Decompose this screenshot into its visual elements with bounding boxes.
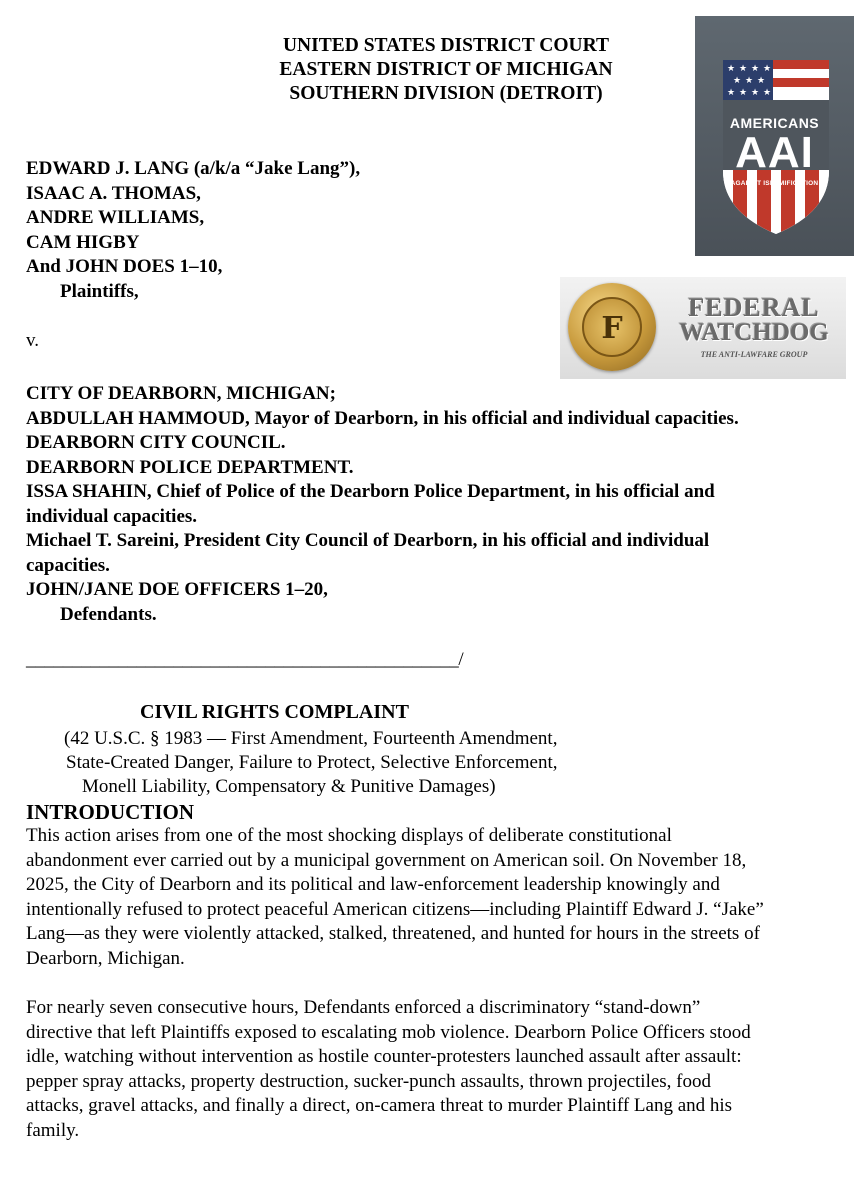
- paragraph-line: For nearly seven consecutive hours, Defendants enforced a discriminatory “stand-down”: [26, 997, 701, 1018]
- paragraph-line: pepper spray attacks, property destruction, sucker-punch assaults, thrown projectiles, food: [26, 1070, 712, 1092]
- defendant-line: DEARBORN POLICE DEPARTMENT.: [26, 456, 354, 478]
- caption-rule: _______________________________________________/: [26, 649, 464, 670]
- federal-watchdog-logo: [560, 277, 846, 379]
- plaintiff-line: And JOHN DOES 1–10,: [26, 256, 223, 277]
- federal-watchdog-line1: FEDERAL: [688, 293, 820, 322]
- defendant-line: CITY OF DEARBORN, MICHIGAN;: [26, 383, 336, 404]
- plaintiff-line: ANDRE WILLIAMS,: [26, 207, 205, 228]
- plaintiff-line: EDWARD J. LANG (a/k/a “Jake Lang”),: [26, 158, 361, 179]
- paragraph-line: family.: [26, 1119, 80, 1141]
- paragraph-line: directive that left Plaintiffs exposed to escalating mob violence. Dearborn Police Officers stood: [26, 1021, 751, 1043]
- federal-watchdog-tagline: THE ANTI-LAWFARE GROUP: [700, 350, 808, 359]
- svg-text:★: ★: [739, 64, 748, 74]
- paragraph-line: Lang—as they were violently attacked, stalked, threatened, and hunted for hours in the streets of: [26, 923, 760, 944]
- defendants-block: [26, 382, 739, 627]
- complaint-title: CIVIL RIGHTS COMPLAINT: [140, 701, 409, 723]
- plaintiffs-block: [26, 157, 360, 304]
- aai-sub-text: AGAINST ISLAMIFICATION: [730, 180, 819, 187]
- defendant-line: ISSA SHAHIN, Chief of Police of the Dearborn Police Department, in his official and: [26, 481, 715, 502]
- defendants-role: Defendants.: [60, 603, 157, 625]
- svg-text:★: ★: [733, 76, 742, 86]
- svg-text:★: ★: [763, 88, 772, 98]
- paragraph-line: intentionally refused to protect peaceful American citizens—including Plaintiff Edward J. “Jake”: [26, 898, 764, 920]
- paragraph-line: Dearborn, Michigan.: [26, 947, 185, 969]
- paragraph-line: attacks, gravel attacks, and finally a direct, on-camera threat to murder Plaintiff Lang and his: [26, 1095, 733, 1116]
- complaint-subtitle: [64, 727, 557, 752]
- defendant-line: DEARBORN CITY COUNCIL.: [26, 432, 286, 453]
- paragraph-line: abandonment ever carried out by a municipal government on American soil. On November 18,: [26, 849, 747, 871]
- svg-text:★: ★: [727, 88, 736, 98]
- introduction-heading: INTRODUCTION: [26, 800, 195, 824]
- complaint-subtitle: [66, 751, 557, 776]
- federal-watchdog-line2: WATCHDOG: [679, 319, 829, 346]
- defendant-line: capacities.: [26, 554, 110, 576]
- complaint-subtitle: [82, 775, 496, 800]
- svg-text:★: ★: [757, 76, 766, 86]
- court-caption: [150, 34, 742, 106]
- plaintiff-line: CAM HIGBY: [26, 231, 140, 253]
- versus: v.: [26, 330, 40, 351]
- svg-text:★: ★: [739, 88, 748, 98]
- subtitle-line: Monell Liability, Compensatory & Punitive Damages): [82, 776, 496, 797]
- paragraph-line: This action arises from one of the most shocking displays of deliberate constitutional: [26, 825, 672, 846]
- aai-top-text: AMERICANS: [729, 115, 820, 131]
- aai-big-text: AAI: [735, 128, 814, 177]
- svg-text:★: ★: [751, 64, 760, 74]
- intro-paragraph-2: [26, 996, 751, 1143]
- svg-text:★: ★: [763, 64, 772, 74]
- defendant-line: ABDULLAH HAMMOUD, Mayor of Dearborn, in his official and individual capacities.: [26, 407, 739, 429]
- defendant-line: JOHN/JANE DOE OFFICERS 1–20,: [26, 579, 328, 600]
- paragraph-line: idle, watching without intervention as hostile counter-protesters launched assault after assault:: [26, 1046, 742, 1067]
- seal-icon: F: [568, 283, 656, 371]
- svg-text:★: ★: [751, 88, 760, 98]
- court-name: UNITED STATES DISTRICT COURT: [282, 35, 610, 56]
- court-division: SOUTHERN DIVISION (DETROIT): [289, 83, 603, 104]
- plaintiffs-role: Plaintiffs,: [60, 280, 139, 302]
- aai-logo: [695, 16, 854, 256]
- paragraph-line: 2025, the City of Dearborn and its political and law-enforcement leadership knowingly and: [26, 874, 720, 895]
- defendant-line: individual capacities.: [26, 505, 198, 527]
- plaintiff-line: ISAAC A. THOMAS,: [26, 182, 201, 204]
- svg-text:★: ★: [727, 64, 736, 74]
- intro-paragraph-1: [26, 824, 764, 971]
- court-district: EASTERN DISTRICT OF MICHIGAN: [279, 59, 613, 80]
- subtitle-line: (42 U.S.C. § 1983 — First Amendment, Fourteenth Amendment,: [64, 728, 558, 749]
- defendant-line: Michael T. Sareini, President City Council of Dearborn, in his official and individual: [26, 530, 710, 551]
- svg-text:★: ★: [745, 76, 754, 86]
- subtitle-line: State-Created Danger, Failure to Protect, Selective Enforcement,: [66, 752, 558, 773]
